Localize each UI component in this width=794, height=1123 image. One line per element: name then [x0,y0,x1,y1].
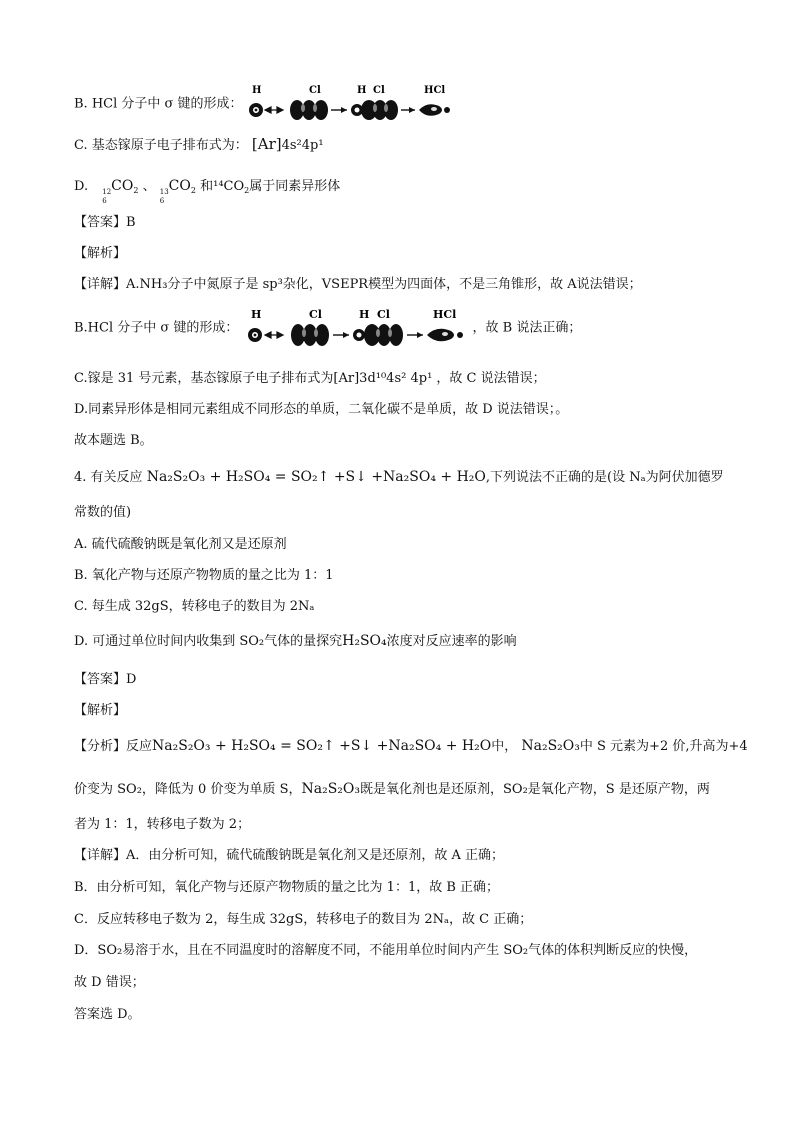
diagram-label-hcl: HCl [423,85,445,96]
sigma-bond-diagram-1 [247,82,457,126]
answer-1: 【答案】B [74,215,136,230]
analysis-pre: 【分析】反应 [74,739,153,754]
q4-option-b: B. 氧化产物与还原产物物质的量之比为 1：1 [74,568,334,583]
analysis-line3: 者为 1：1，转移电子数为 2； [74,817,251,832]
diagram-label-cl2: Cl [372,85,385,96]
q4-option-a: A. 硫代硫酸钠既是氧化剂又是还原剂 [74,537,287,552]
analysis-line1 [74,736,748,757]
detail-b-line [74,306,581,350]
analysis-mid: 中， [491,739,518,754]
q4-option-d-post: 浓度对反应速率的影响 [386,634,517,649]
q4-number: 4. 有关反应 [74,470,143,485]
hcl-orbital-shape [419,104,442,116]
q4-equation: Na₂S₂O₃ + H₂SO₄ = SO₂↑ +S↓ +Na₂SO₄ + H₂O [146,469,486,485]
option-c-line [74,134,324,156]
q4-option-c: C. 每生成 32gS，转移电子的数目为 2Nₐ [74,599,315,614]
detail-d: D.同素异形体是相同元素组成不同形态的单质，二氧化碳不是单质，故 D 说法错误；。 [74,402,569,417]
detail2-a: 【详解】A．由分析可知，硫代硫酸钠既是氧化剂又是还原剂，故 A 正确； [74,848,505,863]
option-c-config-rest: 4s²4p¹ [281,138,324,153]
detail-b-suffix: ，故 B 说法正确； [472,320,582,336]
diagram-label-cl: Cl [308,85,321,96]
analysis-equation: Na₂S₂O₃ + H₂SO₄ = SO₂↑ +S↓ +Na₂SO₄ + H₂O [152,738,492,754]
sigma-bond-diagram-2 [243,306,473,350]
detail-a: 【详解】A.NH₃分子中氮原子是 sp³杂化，VSEPR模型为四面体，不是三角锥形，故 A说法错误； [74,277,642,292]
detail2-b: B．由分析可知，氧化产物与还原产物物质的量之比为 1：1，故 B 正确； [74,880,500,895]
and-word: 和 [200,179,214,194]
jiexi-1: 【解析】 [74,246,127,261]
q4-option-d-pre: D. 可通过单位时间内收集到 SO₂气体的量探究 [74,634,343,649]
separator: 、 [142,179,156,194]
option-d-tail: 属于同素异形体 [249,179,341,194]
arrow-pair-icon [265,107,283,113]
q4-line [74,467,724,488]
analysis-l2-pre: 价变为 SO₂，降低为 0 价变为单质 S， [74,782,302,797]
arrow-icon-2 [409,107,415,113]
conclusion-2: 答案选 D。 [74,1007,141,1022]
detail-b-text: B.HCl 分子中 σ 键的形成： [74,320,239,336]
svg-text:HCl: HCl [432,308,456,321]
isotope-12-label: 12 6 [102,188,112,205]
option-b-line [74,82,457,126]
h2so4-formula: H₂SO₄ [342,633,387,649]
analysis-line2 [74,779,710,800]
detail2-d1: D．SO₂易溶于水，且在不同温度时的溶解度不同，不能用单位时间内产生 SO₂气体的体积判断反应的快慢， [74,943,698,958]
detail-c: C.镓是 31 号元素，基态镓原子电子排布式为[Ar]3d¹⁰4s² 4p¹ ，故 C 说法错误； [74,371,546,386]
arrow-icon [341,107,347,113]
analysis-post: 中 S 元素为+2 价,升高为+4 [579,739,748,754]
diagram-label-h: H [251,85,262,96]
answer-2: 【答案】D [74,672,137,687]
analysis-l2-post: 既是氧化剂也是还原剂，SO₂是氧化产物，S 是还原产物，两 [360,782,710,797]
svg-text:H: H [358,308,369,321]
jiexi-2: 【解析】 [74,703,127,718]
q4-option-d [74,631,517,652]
svg-text:Cl: Cl [376,308,390,321]
option-c-config-core: [Ar] [251,135,282,153]
analysis-na2s2o3: Na₂S₂O₃ [521,738,580,754]
q4-line2: 常数的值) [74,505,132,520]
option-d-label: D. [74,179,93,194]
option-b-text: B. HCl 分子中 σ 键的形成： [74,96,243,112]
co2-13-formula: CO [168,178,191,194]
q4-tail: ,下列说法不正确的是(设 Nₐ为阿伏加德罗 [485,470,724,485]
co2-14-formula: ¹⁴CO [213,179,245,194]
isotope-13-label: 13 6 [159,188,169,205]
detail2-c: C．反应转移电子数为 2，每生成 32gS，转移电子的数目为 2Nₐ，故 C 正确； [74,912,533,927]
option-d-line: D. 12 6 $CO_2$ 、 13 6 $CO_2$ 和$^{14}CO_2$属于同素异形体 [74,178,341,205]
svg-text:Cl: Cl [308,308,322,321]
detail2-d2: 故 D 错误； [74,975,145,990]
analysis-l2-na2s2o3: Na₂S₂O₃ [301,781,360,797]
option-c-text: C. 基态镓原子电子排布式为： [74,138,248,153]
diagram-label-h2: H [356,85,367,96]
co2-12-formula: CO [111,178,134,194]
conclusion-1: 故本题选 B。 [74,433,153,448]
svg-text:H: H [250,308,261,321]
